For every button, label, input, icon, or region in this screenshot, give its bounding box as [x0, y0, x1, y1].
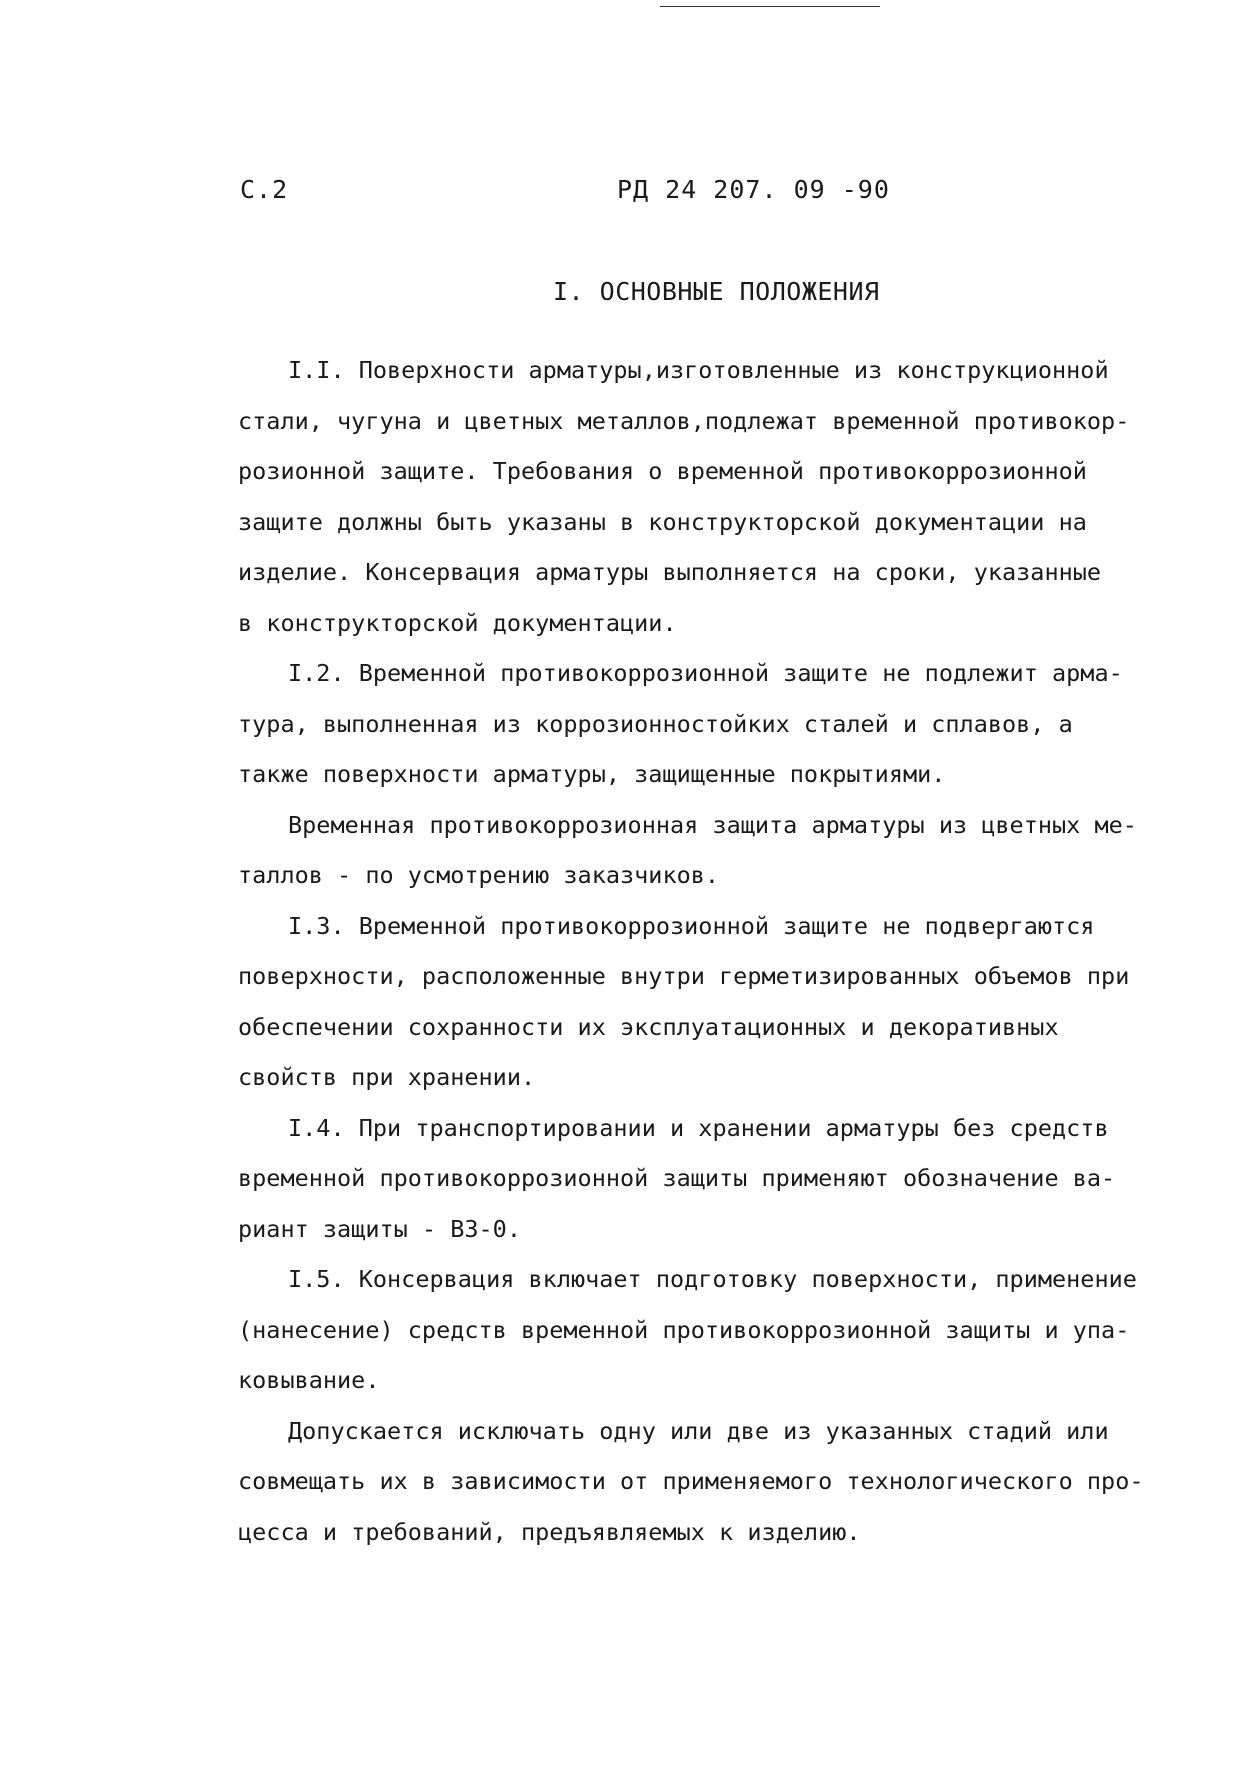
text-line: совмещать их в зависимости от применяемого технологического про- — [238, 1467, 1144, 1495]
paragraph-1-5-note — [238, 1406, 1218, 1558]
text-line: также поверхности арматуры, защищенные покрытиями. — [238, 760, 946, 788]
text-line: риант защиты - ВЗ-0. — [238, 1214, 521, 1243]
paragraph-1-5 — [238, 1254, 1218, 1406]
text-line: I.2. Временной противокоррозионной защите не подлежит арма- — [288, 659, 1123, 687]
paragraph-1-4 — [238, 1103, 1218, 1255]
text-line: ковывание. — [238, 1366, 380, 1394]
text-line: цесса и требований, предъявляемых к изделию. — [238, 1517, 861, 1546]
paragraph-1-2 — [238, 648, 1218, 800]
text-line: в конструкторской документации. — [238, 608, 677, 637]
text-line: I.3. Временной противокоррозионной защите не подвергаются — [288, 911, 1095, 940]
text-line: Допускается исключать одну или две из указанных стадий или — [288, 1416, 1109, 1445]
text-line: I.5. Консервация включает подготовку поверхности, применение — [288, 1265, 1137, 1293]
text-line: защите должны быть указаны в конструкторской документации на — [238, 507, 1087, 536]
page-number: С.2 — [240, 175, 289, 204]
text-line: I.I. Поверхности арматуры,изготовленные из конструкционной — [288, 356, 1109, 384]
text-line: Временная противокоррозионная защита арматуры из цветных ме- — [288, 810, 1137, 839]
paragraph-1-1 — [238, 345, 1218, 648]
text-line: обеспечении сохранности их эксплуатационных и декоративных — [238, 1012, 1059, 1041]
paragraph-1-3 — [238, 901, 1218, 1103]
text-line: таллов - по усмотрению заказчиков. — [238, 861, 720, 889]
text-line: I.4. При транспортировании и хранении арматуры без средств — [288, 1113, 1109, 1142]
text-line: поверхности, расположенные внутри герметизированных объемов при — [238, 962, 1130, 990]
section-title: I. ОСНОВНЫЕ ПОЛОЖЕНИЯ — [553, 277, 880, 306]
document-code: РД 24 207. 09 -90 — [617, 175, 890, 204]
text-line: (нанесение) средств временной противокоррозионной защиты и упа- — [238, 1315, 1130, 1344]
text-line: свойств при хранении. — [238, 1063, 536, 1091]
text-line: тура, выполненная из коррозионностойких сталей и сплавов, а — [238, 709, 1073, 738]
text-line: временной противокоррозионной защиты применяют обозначение ва- — [238, 1164, 1116, 1192]
paragraph-1-2-note — [238, 800, 1218, 901]
top-rule — [660, 6, 880, 7]
text-line: стали, чугуна и цветных металлов,подлежат временной противокор- — [238, 406, 1130, 435]
text-line: изделие. Консервация арматуры выполняется на сроки, указанные — [238, 558, 1102, 586]
document-body — [238, 345, 1218, 1557]
text-line: розионной защите. Требования о временной противокоррозионной — [238, 457, 1087, 485]
